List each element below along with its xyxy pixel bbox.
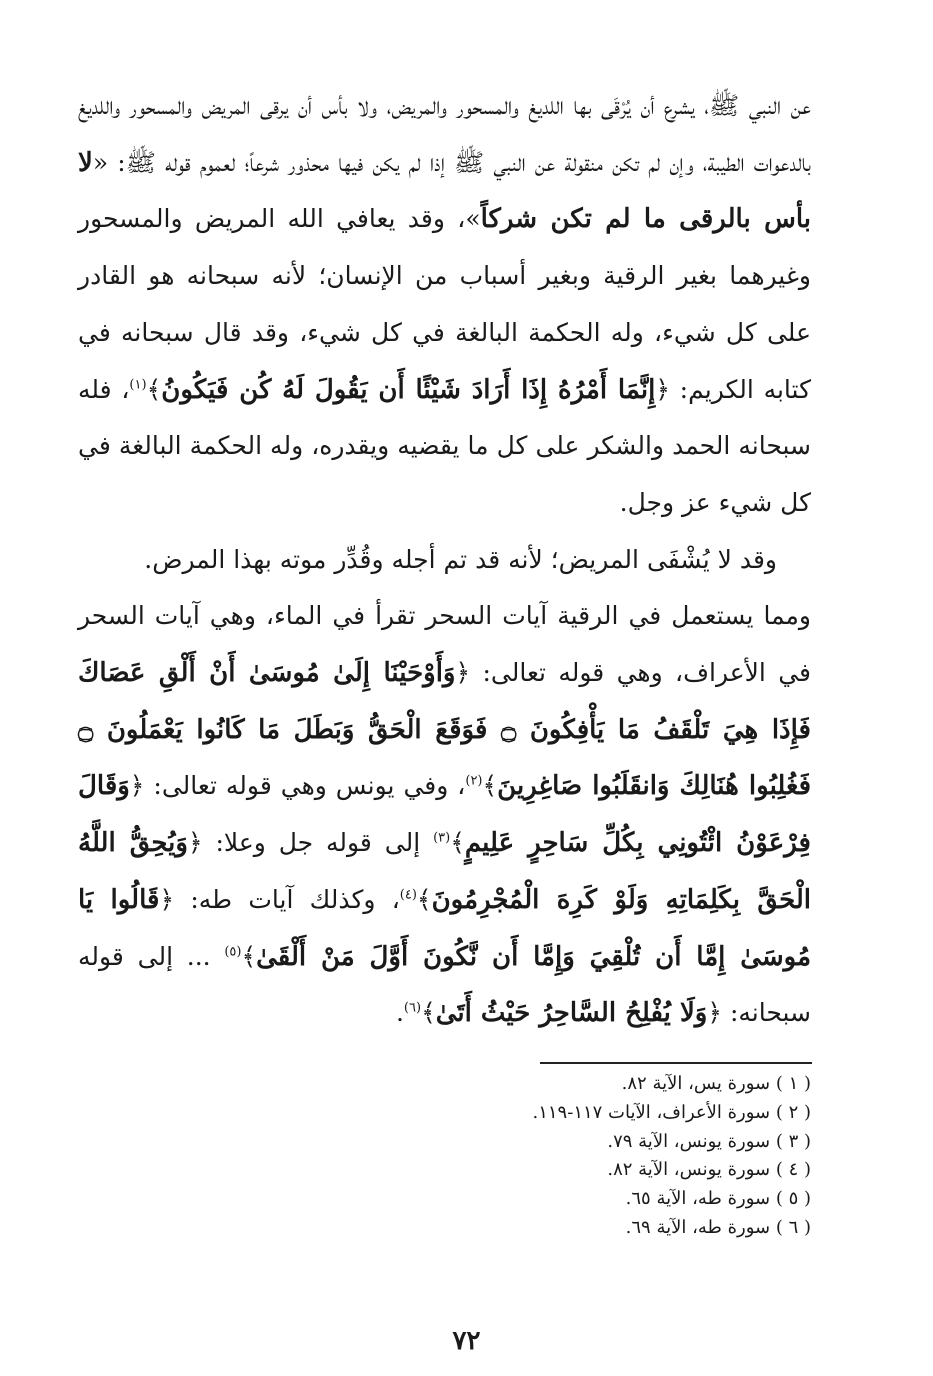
text-run: عن النبي ﷺ، يشرع أن يُرْقَى بها اللديغ والمسحور والمريض، ولا بأس أن يرقى المريض والمسحور واللديغ بالدعوات الطيبة، وإن لم تكن منقولة عن النبي ﷺ إذا لم يكن فيها محذور شرعاً؛ لعموم قوله ﷺ: « bbox=[78, 91, 811, 177]
quran-verse: وَقَالَ فِرْعَوْنُ ائْتُونِي بِكُلِّ سَاحِرٍ عَلِيمٍ bbox=[78, 771, 811, 859]
quran-verse: إِنَّمَا أَمْرُهُ إِذَا أَرَادَ شَيْئًا أَن يَقُولَ لَهُ كُن فَيَكُونُ bbox=[161, 374, 656, 405]
text-run: ومما يستعمل في الرقية آيات السحر تقرأ في الماء، وهي آيات السحر في الأعراف، وهي قوله تعالى: ﴿ bbox=[78, 601, 812, 688]
footnote-item: ( ٤ ) سورة يونس، الآية ٨٢. bbox=[607, 1159, 811, 1181]
text-run: ، وفي يونس وهي قوله تعالى: ﴿ bbox=[129, 771, 466, 801]
quran-verse: وَيُحِقُّ اللَّهُ الْحَقَّ بِكَلِمَاتِهِ وَلَوْ كَرِهَ الْمُجْرِمُونَ bbox=[78, 828, 811, 915]
footnote-item: ( ٢ ) سورة الأعراف، الآيات ١١٧-١١٩. bbox=[532, 1101, 811, 1123]
text-run: ﴾ bbox=[450, 828, 465, 858]
footnote-divider bbox=[540, 1062, 812, 1064]
quran-verse: وَلَا يُفْلِحُ السَّاحِرُ حَيْثُ أَتَىٰ bbox=[435, 998, 708, 1029]
hadith-quote: لا بأس بالرقى ما لم تكن شركاً bbox=[78, 147, 811, 235]
page-body bbox=[78, 78, 811, 1042]
footnote-ref: (٤) bbox=[399, 887, 417, 903]
footnote-ref: (٥) bbox=[224, 944, 242, 960]
text-run: . bbox=[395, 998, 404, 1028]
text-run: إلى قوله جل وعلا: ﴿ bbox=[187, 828, 434, 858]
footnote-ref: (١) bbox=[129, 377, 147, 393]
text-run: ، فله سبحانه الحمد والشكر على كل ما يقضيه ويقدره، وله الحكمة البالغة في كل شيء عز وجل. bbox=[78, 374, 812, 517]
paragraph-1 bbox=[78, 78, 811, 532]
text-run: ﴾ bbox=[421, 998, 436, 1028]
footnote-ref: (٦) bbox=[403, 1000, 422, 1016]
text-run: ... إلى قوله سبحانه: ﴿ bbox=[78, 941, 811, 1028]
text-run: ﴾ bbox=[241, 941, 257, 971]
footnote-item: ( ١ ) سورة يس، الآية ٨٢. bbox=[621, 1073, 811, 1094]
text-run: ﴾ bbox=[416, 884, 432, 914]
footnotes bbox=[532, 1070, 811, 1243]
footnote-ref: (٢) bbox=[465, 774, 483, 790]
text-run: »، وقد يعافي الله المريض والمسحور وغيرهما بغير الرقية وبغير أسباب من الإنسان؛ لأنه سبحانه هو القادر على كل شيء، وله الحكمة البالغة في كل شيء، وقد قال سبحانه في كتابه الكريم: ﴿ bbox=[78, 204, 811, 404]
footnote-item: ( ٦ ) سورة طه، الآية ٦٩. bbox=[625, 1216, 811, 1238]
quran-verse: قَالُوا يَا مُوسَىٰ إِمَّا أَن تُلْقِيَ وَإِمَّا أَن نَّكُونَ أَوَّلَ مَنْ أَلْقَىٰ bbox=[78, 884, 812, 972]
page-number: ٧٢ bbox=[452, 1326, 481, 1356]
footnote-ref: (٣) bbox=[433, 830, 451, 846]
paragraph-3 bbox=[78, 588, 811, 1042]
text-run: ﴾ bbox=[482, 771, 498, 801]
text-run: ﴾ bbox=[146, 374, 162, 404]
footnote-item: ( ٣ ) سورة يونس، الآية ٧٩. bbox=[607, 1130, 811, 1152]
paragraph-2: وقد لا يُشْفَى المريض؛ لأنه قد تم أجله وقُدِّر موته بهذا المرض. bbox=[144, 544, 777, 574]
footnote-item: ( ٥ ) سورة طه، الآية ٦٥. bbox=[625, 1188, 811, 1210]
quran-verse: وَأَوْحَيْنَا إِلَىٰ مُوسَىٰ أَنْ أَلْقِ عَصَاكَ فَإِذَا هِيَ تَلْقَفُ مَا يَأْفِكُونَ ۝ فَوَقَعَ الْحَقُّ وَبَطَلَ مَا كَانُوا يَعْمَلُونَ ۝ فَغُلِبُوا هُنَالِكَ وَانقَلَبُوا صَاغِرِينَ bbox=[78, 658, 811, 802]
text-run: ، وكذلك آيات طه: ﴿ bbox=[159, 884, 400, 914]
